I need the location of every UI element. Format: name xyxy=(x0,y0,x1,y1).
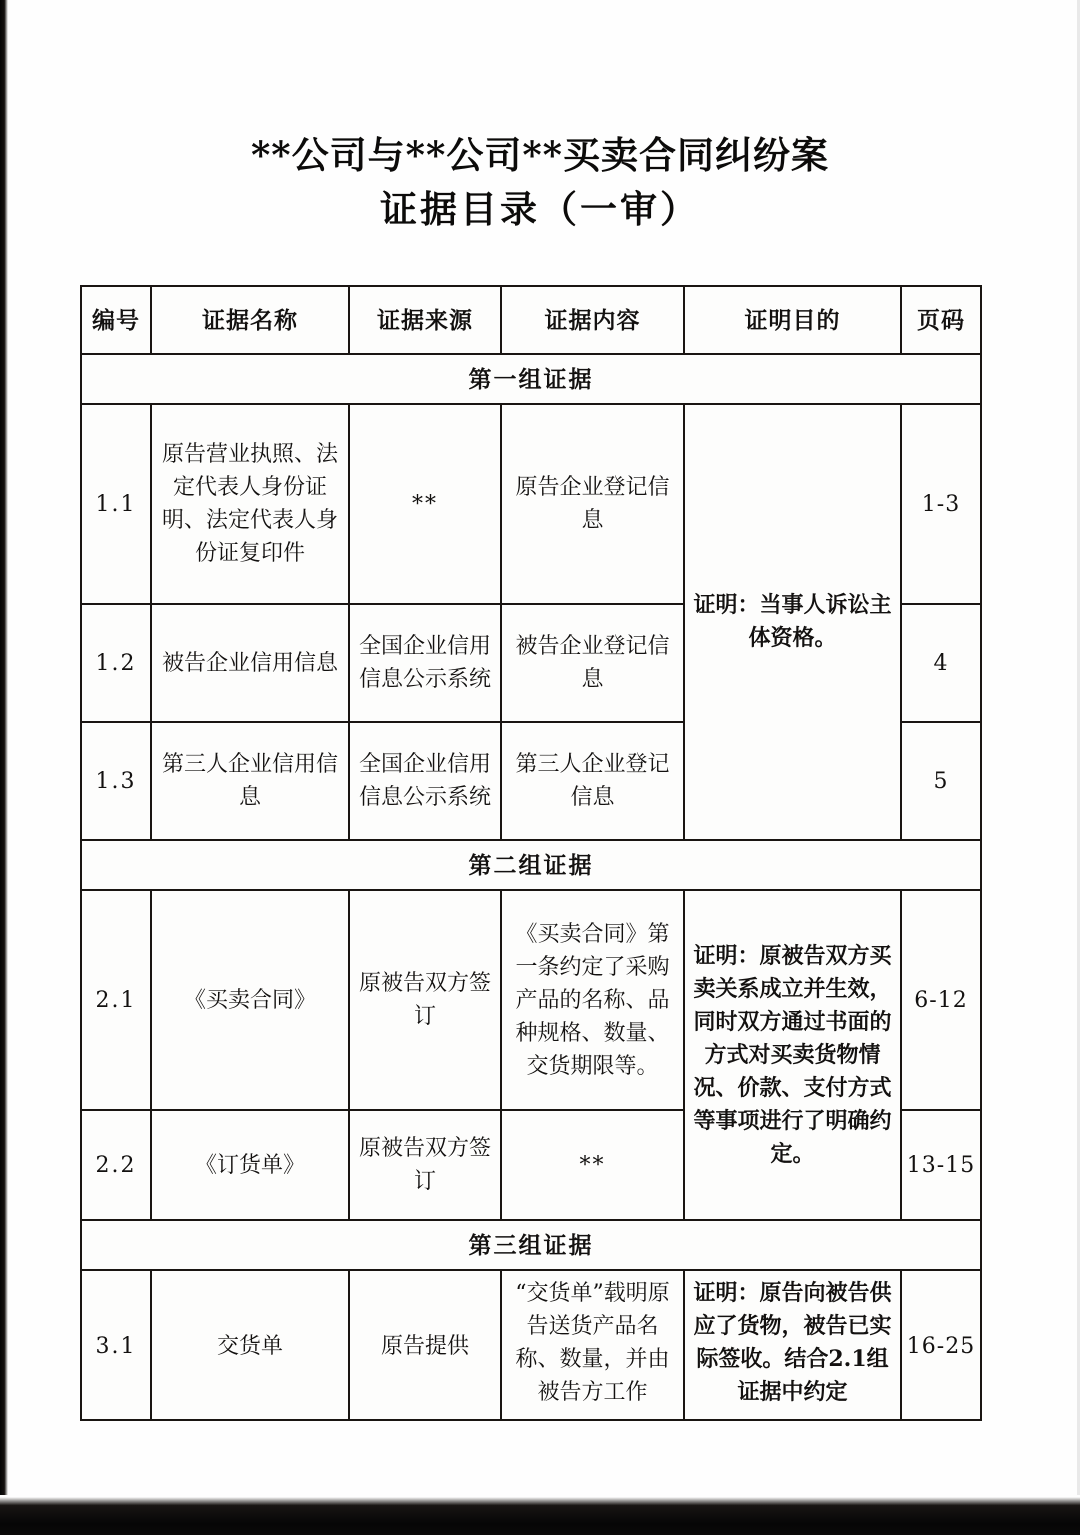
row-number: 2.2 xyxy=(81,1110,151,1220)
header-purpose: 证明目的 xyxy=(684,286,901,354)
group-header-row xyxy=(81,840,981,890)
table-row xyxy=(81,1270,981,1420)
header-page: 页码 xyxy=(901,286,981,354)
row-number: 1.1 xyxy=(81,404,151,604)
row-source: 原告提供 xyxy=(349,1270,501,1420)
row-name: 《买卖合同》 xyxy=(151,890,349,1110)
group-purpose: 证明：原告向被告供应了货物，被告已实际签收。结合2.1组证据中约定 xyxy=(684,1270,901,1420)
group-label: 第三组证据 xyxy=(81,1220,981,1270)
group-label: 第一组证据 xyxy=(81,354,981,404)
row-name: 《订货单》 xyxy=(151,1110,349,1220)
row-content: 第三人企业登记信息 xyxy=(501,722,684,840)
row-source: 全国企业信用信息公示系统 xyxy=(349,604,501,722)
row-source: 原被告双方签订 xyxy=(349,890,501,1110)
table-row xyxy=(81,890,981,1110)
header-name: 证据名称 xyxy=(151,286,349,354)
row-number: 1.3 xyxy=(81,722,151,840)
header-number: 编号 xyxy=(81,286,151,354)
group-label: 第二组证据 xyxy=(81,840,981,890)
title-line-2: 证据目录（一审） xyxy=(380,187,700,231)
scan-edge-bottom xyxy=(0,1497,1080,1535)
row-content: ** xyxy=(501,1110,684,1220)
row-page: 5 xyxy=(901,722,981,840)
row-content: 《买卖合同》第一条约定了采购产品的名称、品种规格、数量、交货期限等。 xyxy=(501,890,684,1110)
row-source: 全国企业信用信息公示系统 xyxy=(349,722,501,840)
group-purpose: 证明：当事人诉讼主体资格。 xyxy=(684,404,901,840)
row-content: 被告企业登记信息 xyxy=(501,604,684,722)
row-page: 13-15 xyxy=(901,1110,981,1220)
row-source: ** xyxy=(349,404,501,604)
row-content: “交货单”载明原告送货产品名称、数量，并由被告方工作 xyxy=(501,1270,684,1420)
row-page: 6-12 xyxy=(901,890,981,1110)
header-source: 证据来源 xyxy=(349,286,501,354)
row-number: 2.1 xyxy=(81,890,151,1110)
row-name: 被告企业信用信息 xyxy=(151,604,349,722)
table-header-row xyxy=(81,286,981,354)
row-number: 3.1 xyxy=(81,1270,151,1420)
row-content: 原告企业登记信息 xyxy=(501,404,684,604)
row-name: 交货单 xyxy=(151,1270,349,1420)
header-content: 证据内容 xyxy=(501,286,684,354)
group-header-row xyxy=(81,354,981,404)
table-row xyxy=(81,404,981,604)
row-page: 1-3 xyxy=(901,404,981,604)
group-purpose: 证明：原被告双方买卖关系成立并生效，同时双方通过书面的方式对买卖货物情况、价款、支付方式等事项进行了明确约定。 xyxy=(684,890,901,1220)
title-line-1: **公司与**公司**买卖合同纠纷案 xyxy=(250,133,830,177)
row-name: 第三人企业信用信息 xyxy=(151,722,349,840)
document-title xyxy=(0,128,1080,236)
evidence-catalog-table xyxy=(80,285,982,1421)
row-source: 原被告双方签订 xyxy=(349,1110,501,1220)
group-header-row xyxy=(81,1220,981,1270)
row-page: 16-25 xyxy=(901,1270,981,1420)
row-page: 4 xyxy=(901,604,981,722)
row-name: 原告营业执照、法定代表人身份证明、法定代表人身份证复印件 xyxy=(151,404,349,604)
row-number: 1.2 xyxy=(81,604,151,722)
